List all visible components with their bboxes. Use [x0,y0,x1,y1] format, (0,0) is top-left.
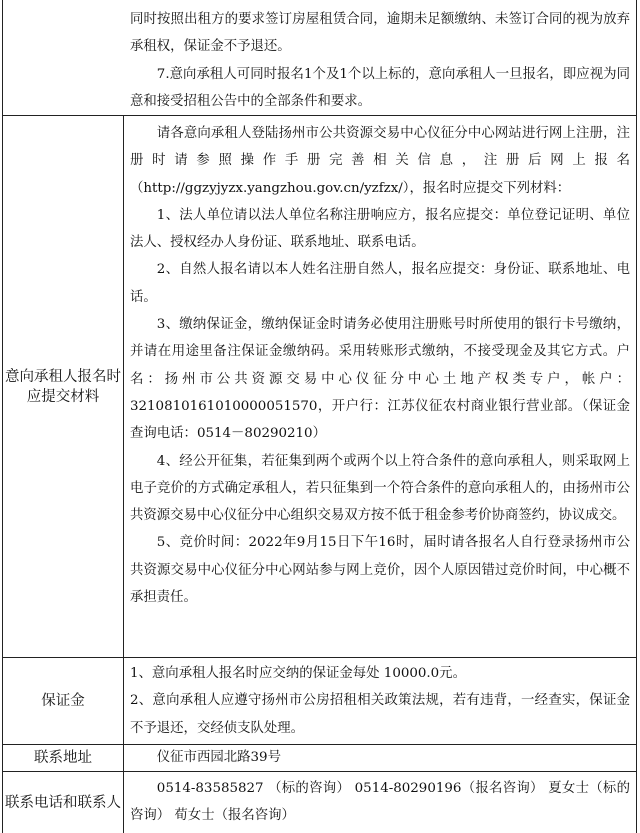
table-row-address [2,745,637,772]
application-paragraph: 5、竞价时间：2022年9月15日下午16时，届时请各报名人自行登录扬州市公共资源交易中心仪征分中心网站参与网上竞价，因个人原因错过竞价时间，中心概不承担责任。 [130,535,630,606]
application-paragraph: 4、经公开征集，若征集到两个或两个以上符合条件的意向承租人，则采取网上电子竞价的方式确定承租人，若只征集到一个符合条件的意向承租人的，由扬州市公共资源交易中心仪征分中心组织交易双方按不低于租金参考价协商签约，协议成交。 [130,453,630,524]
application-paragraph: 2、自然人报名请以本人姓名注册自然人，报名应提交：身份证、联系地址、电话。 [130,262,630,305]
application-materials-cell [125,116,636,657]
table-row-contact [2,772,637,833]
rental-notice-table [2,0,637,833]
terms-paragraph: 同时按照出租方的要求签订房屋租赁合同，逾期未足额缴纳、未签订合同的视为放弃承租权，保证金不予退还。 [130,12,630,55]
address-label: 联系地址 [3,745,124,771]
application-materials-label: 意向承租人报名时应提交材料 [3,116,124,657]
table-row-deposit [2,658,637,745]
deposit-label: 保证金 [3,658,124,744]
deposit-cell [125,658,636,744]
contact-label: 联系电话和联系人 [3,772,124,833]
application-paragraph: 请各意向承租人登陆扬州市公共资源交易中心仪征分中心网站进行网上注册，注册时请参照操作手册完善相关信息，注册后网上报名（http://ggzyjyzx.yangzhou.gov.cn/yzfzx/），报名时应提交下列材料： [130,126,630,196]
terms-continued-cell [125,0,636,115]
deposit-paragraph: 2、意向承租人应遵守扬州市公房招租相关政策法规，若有违背，一经查实，保证金不予退还，交经侦支队处理。 [130,693,630,736]
address-cell [125,745,636,771]
terms-paragraph: 7.意向承租人可同时报名1个及1个以上标的，意向承租人一旦报名，即应视为同意和接受招租公告中的全部条件和要求。 [130,66,630,109]
application-paragraph: 3、缴纳保证金，缴纳保证金时请务必使用注册账号时所使用的银行卡号缴纳，并请在用途里备注保证金缴纳码。采用转账形式缴纳，不接受现金及其它方式。户名：扬州市公共资源交易中心仪征分中心土地产权类专户，帐户：3210810161010000051570，开户行：江苏仪征农村商业银行营业部。（保证金查询电话：0514－80290210） [130,317,630,442]
contact-value: 0514-83585827 （标的咨询） 0514-80290196（报名咨询） 夏女士（标的咨询） 荀女士（报名咨询） [130,781,630,824]
table-row-terms-continued [2,0,637,116]
table-row-application-materials [2,116,637,658]
application-paragraph: 1、法人单位请以法人单位名称注册响应方，报名应提交：单位登记证明、单位法人、授权经办人身份证、联系地址、联系电话。 [130,207,630,251]
deposit-paragraph: 1、意向承租人报名时应交纳的保证金每处 10000.0元。 [130,666,466,681]
address-value: 仪征市西园北路39号 [156,750,281,765]
contact-cell [125,772,636,833]
